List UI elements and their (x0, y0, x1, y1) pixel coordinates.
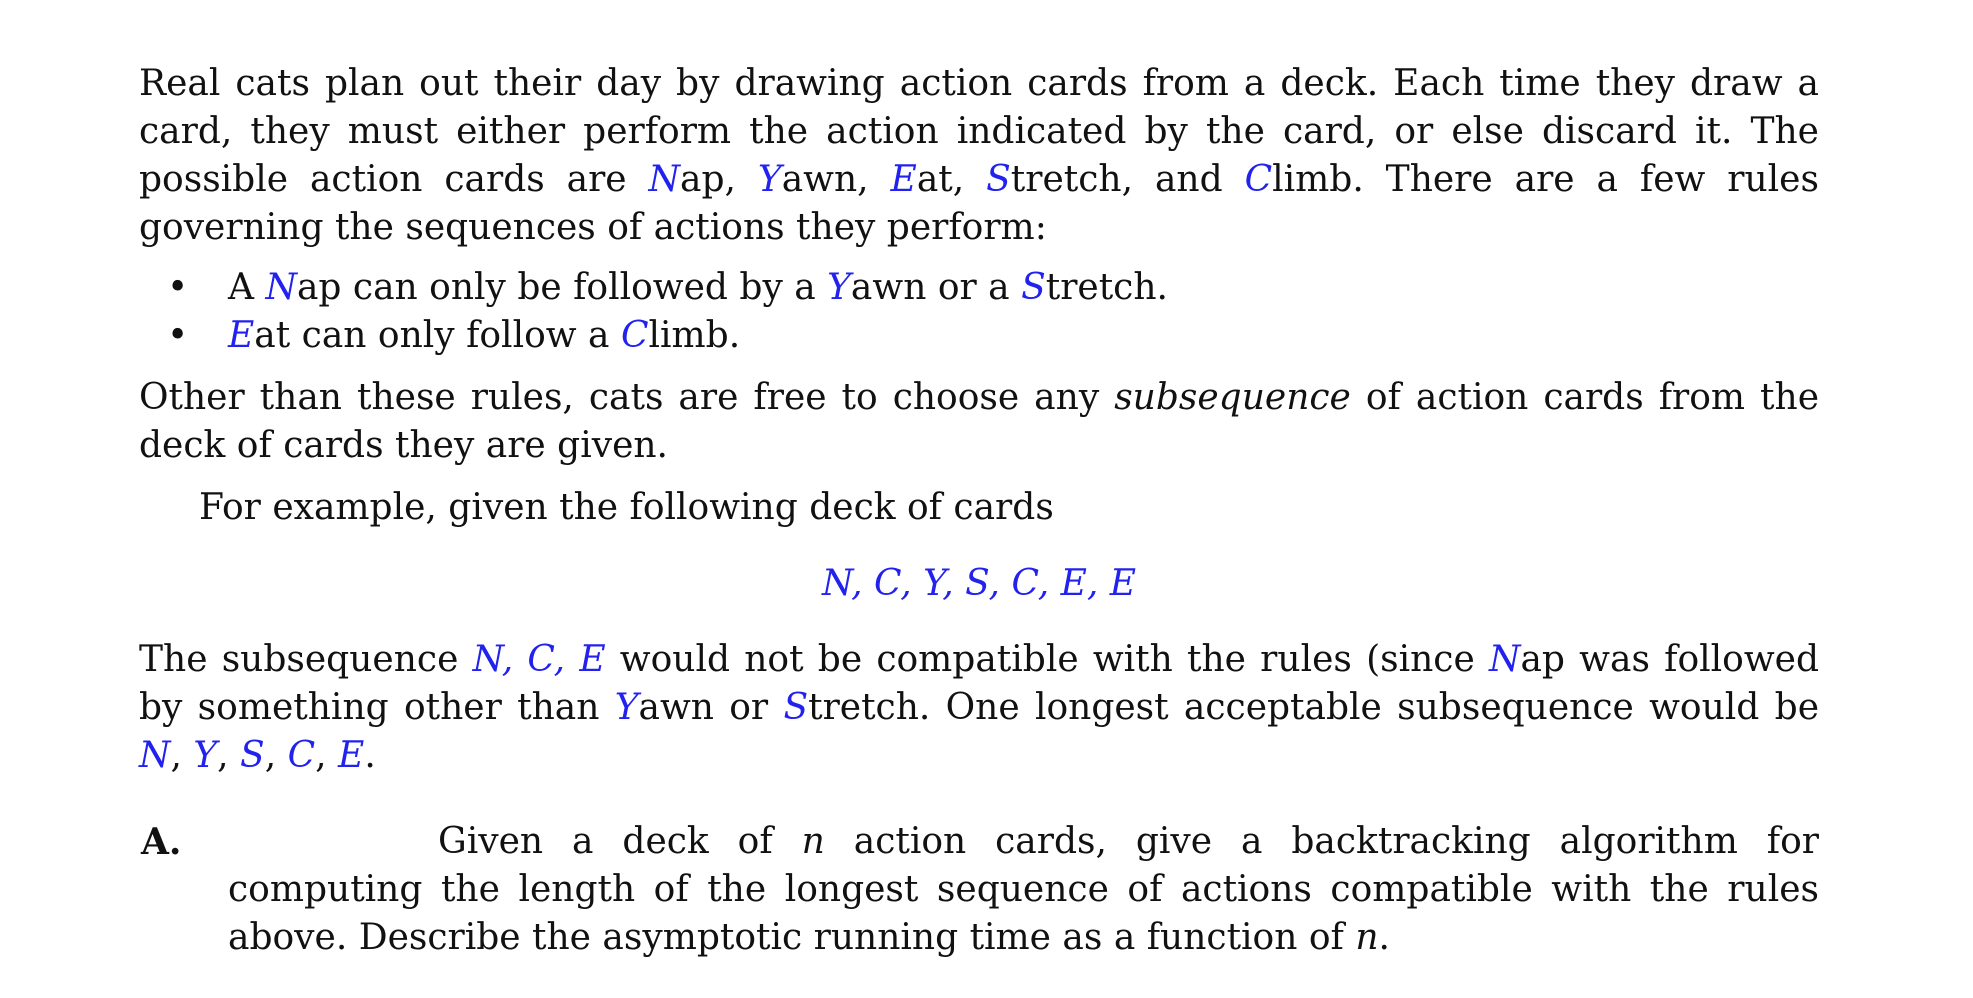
variable-n: n (801, 821, 825, 862)
explanation-paragraph (139, 636, 1819, 780)
intro-text: Real cats plan out their day by drawing action cards from a deck. Each time they draw a card, they must either perform the action indicated by the card, or else discard it. The possible action cards are (139, 63, 1819, 200)
rule-initial: S (1021, 267, 1046, 308)
paragraph-text: awn or (638, 687, 784, 728)
paragraph-text: The subsequence (139, 639, 473, 680)
rule-initial: Y (827, 267, 851, 308)
paragraph-text: would not be compatible with the rules (since (605, 639, 1489, 680)
example-deck: N, C, Y, S, C, E, E (821, 563, 1137, 604)
yawn-initial: Y (614, 687, 639, 728)
eat-rest: at, (916, 159, 987, 200)
yawn-rest: awn, (781, 159, 891, 200)
answer-card: S (240, 735, 265, 776)
rule-item-eat (139, 312, 1819, 360)
subsequence-paragraph (139, 374, 1819, 470)
eat-initial: E (890, 159, 917, 200)
separator: , (315, 735, 339, 776)
bad-subsequence: N, C, E (472, 639, 606, 680)
problem-a (139, 818, 1819, 962)
paragraph-text: of action cards from the deck of cards they are given. (139, 377, 1819, 466)
stretch-initial: S (986, 159, 1011, 200)
answer-card: C (287, 735, 316, 776)
rule-item-nap (139, 264, 1819, 312)
climb-initial: C (1244, 159, 1273, 200)
rule-text: ap can only be followed by a (296, 267, 828, 308)
bullet-icon: • (167, 315, 189, 356)
rule-text: limb. (648, 315, 741, 356)
emphasis-subsequence: subsequence (1114, 377, 1351, 418)
stretch-rest: tretch, and (1010, 159, 1245, 200)
yawn-initial: Y (757, 159, 782, 200)
problem-text: Given a deck of (438, 821, 802, 862)
rule-text: awn or a (850, 267, 1022, 308)
separator: , (217, 735, 241, 776)
rule-initial: E (228, 315, 255, 356)
rule-initial: C (620, 315, 649, 356)
rule-text: at can only follow a (254, 315, 621, 356)
period: . (364, 735, 376, 776)
problem-label: A. (141, 821, 182, 863)
period: . (1378, 917, 1390, 958)
problem-text: action cards, give a backtracking algorithm for computing the length of the longest sequence of actions compatible with the rules above. Describe the asymptotic running time as a function of (228, 821, 1819, 958)
rule-text: A (228, 267, 266, 308)
climb-rest: limb. There are a few rules governing the sequences of actions they perform: (139, 159, 1819, 248)
document-page (139, 60, 1819, 962)
nap-rest: ap, (680, 159, 758, 200)
answer-card: E (338, 735, 365, 776)
rule-text: tretch. (1045, 267, 1168, 308)
example-intro: For example, given the following deck of cards (199, 487, 1054, 528)
stretch-initial: S (783, 687, 809, 728)
rule-initial: N (265, 267, 297, 308)
paragraph-text: ap was followed by something other than (139, 639, 1819, 728)
separator: , (264, 735, 288, 776)
bullet-icon: • (167, 267, 189, 308)
nap-initial: N (648, 159, 681, 200)
paragraph-text: Other than these rules, cats are free to choose any (139, 377, 1115, 418)
intro-paragraph (139, 60, 1819, 252)
rules-list (139, 264, 1819, 360)
paragraph-text: tretch. One longest acceptable subsequence would be (808, 687, 1819, 728)
variable-n: n (1355, 917, 1379, 958)
separator: , (170, 735, 194, 776)
nap-initial: N (1488, 639, 1521, 680)
answer-card: Y (193, 735, 218, 776)
answer-card: N (139, 735, 171, 776)
